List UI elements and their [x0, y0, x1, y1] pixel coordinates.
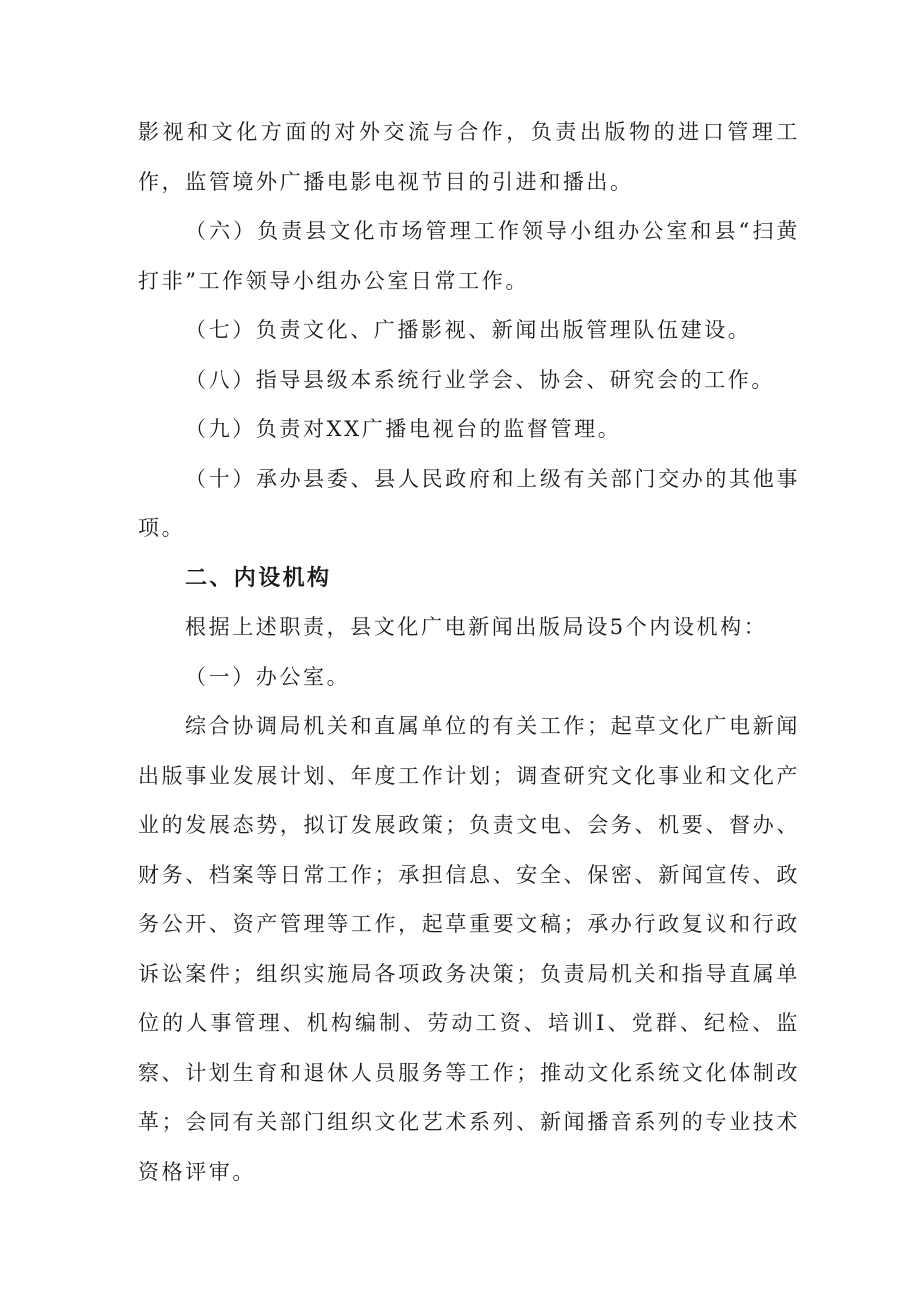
paragraph-item-9: （九）负责对XX广播电视台的监督管理。 [185, 417, 622, 441]
paragraph-item-7: （七）负责文化、广播影视、新闻出版管理队伍建设。 [185, 318, 752, 342]
paragraph-item-6: （六）负责县文化市场管理工作领导小组办公室和县“扫黄打非”工作领导小组办公室日常工作。 [138, 219, 800, 293]
paragraph-continuation: 影视和文化方面的对外交流与合作，负责出版物的进口管理工作，监管境外广播电影电视节目的引进和播出。 [138, 120, 800, 194]
document-body [138, 108, 800, 1197]
paragraph-item-8: （八）指导县级本系统行业学会、协会、研究会的工作。 [185, 367, 775, 392]
section-heading: 二、内设机构 [185, 565, 332, 591]
paragraph-item-10: （十）承办县委、县人民政府和上级有关部门交办的其他事项。 [138, 466, 800, 540]
section-intro: 根据上述职责，县文化广电新闻出版局设5个内设机构： [185, 615, 768, 639]
subsection-title: （一）办公室。 [185, 664, 351, 689]
subsection-body: 综合协调局机关和直属单位的有关工作；起草文化广电新闻出版事业发展计划、年度工作计划；调查研究文化事业和文化产业的发展态势，拟订发展政策；负责文电、会务、机要、督办、财务、档案等日常工作；承担信息、安全、保密、新闻宣传、政务公开、资产管理等工作，起草重要文稿；承办行政复议和行政诉讼案件；组织实施局各项政务决策；负责局机关和指导直属单位的人事管理、机构编制、劳动工资、培训Ⅰ、党群、纪检、监察、计划生育和退休人员服务等工作；推动文化系统文化体制改革；会同有关部门组织文化艺术系列、新闻播音系列的专业技术资格评审。 [138, 714, 800, 1184]
